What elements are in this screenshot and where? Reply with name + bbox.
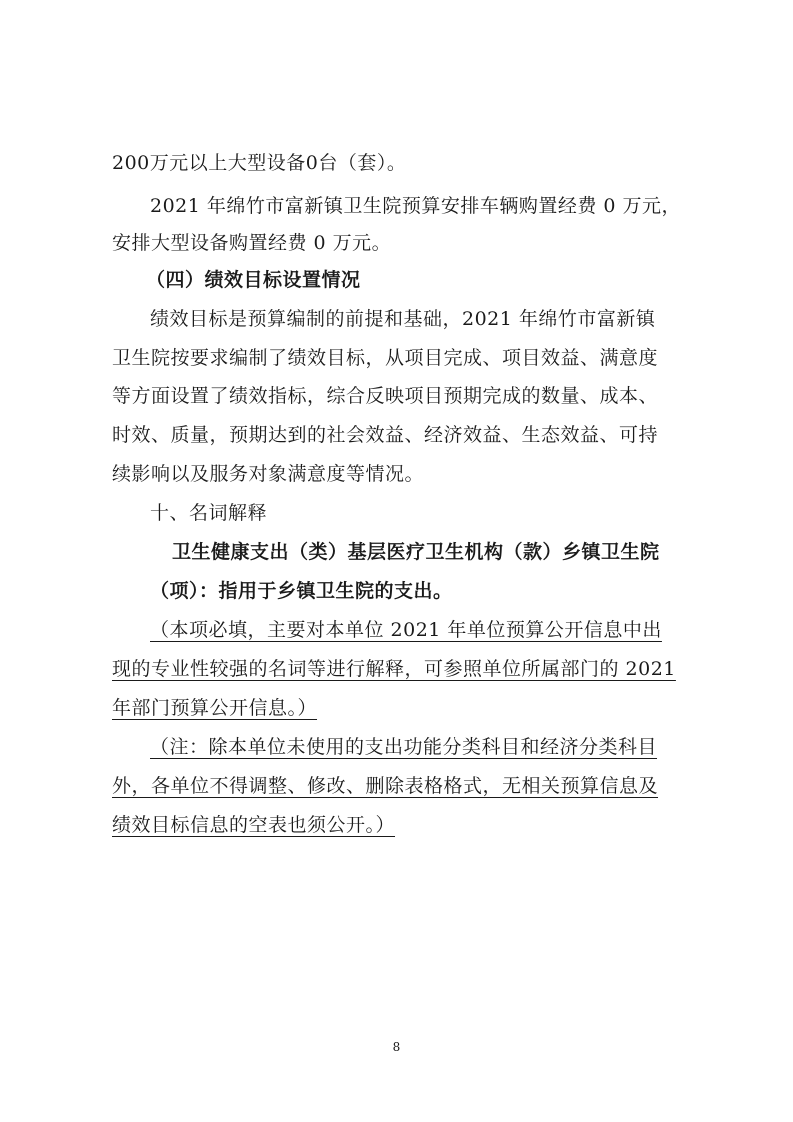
note-text-line: 绩效目标信息的空表也须公开。） bbox=[112, 814, 396, 836]
body-text-line: 时效、质量，预期达到的社会效益、经济效益、生态效益、可持 bbox=[112, 424, 659, 446]
body-text-line: 等方面设置了绩效指标，综合反映项目预期完成的数量、成本、 bbox=[112, 385, 659, 407]
body-text-line: 续影响以及服务对象满意度等情况。 bbox=[112, 463, 425, 485]
body-text-line: 200万元以上大型设备0台（套）。 bbox=[112, 152, 407, 174]
note-text-line: 现的专业性较强的名词等进行解释，可参照单位所属部门的 2021 bbox=[112, 658, 676, 680]
chapter-heading: 十、名词解释 bbox=[150, 502, 268, 524]
body-text-line: 绩效目标是预算编制的前提和基础，2021 年绵竹市富新镇 bbox=[150, 308, 656, 330]
note-text-line: （注：除本单位未使用的支出功能分类科目和经济分类科目 bbox=[150, 736, 658, 758]
term-definition: （项）：指用于乡镇卫生院的支出。 bbox=[150, 580, 453, 602]
note-text-line: 外，各单位不得调整、修改、删除表格格式，无相关预算信息及 bbox=[112, 775, 659, 797]
body-text-line: 2021 年绵竹市富新镇卫生院预算安排车辆购置经费 0 万元， bbox=[150, 195, 682, 217]
section-heading: （四）绩效目标设置情况 bbox=[146, 269, 361, 291]
body-text-line: 卫生院按要求编制了绩效目标，从项目完成、项目效益、满意度 bbox=[112, 347, 659, 369]
note-text-line: 年部门预算公开信息。） bbox=[112, 697, 318, 719]
term-definition: 卫生健康支出（类）基层医疗卫生机构（款）乡镇卫生院 bbox=[172, 541, 660, 563]
page-number: 8 bbox=[392, 1040, 401, 1054]
note-text-line: （本项必填，主要对本单位 2021 年单位预算公开信息中出 bbox=[150, 619, 662, 641]
body-text-line: 安排大型设备购置经费 0 万元。 bbox=[112, 232, 392, 254]
